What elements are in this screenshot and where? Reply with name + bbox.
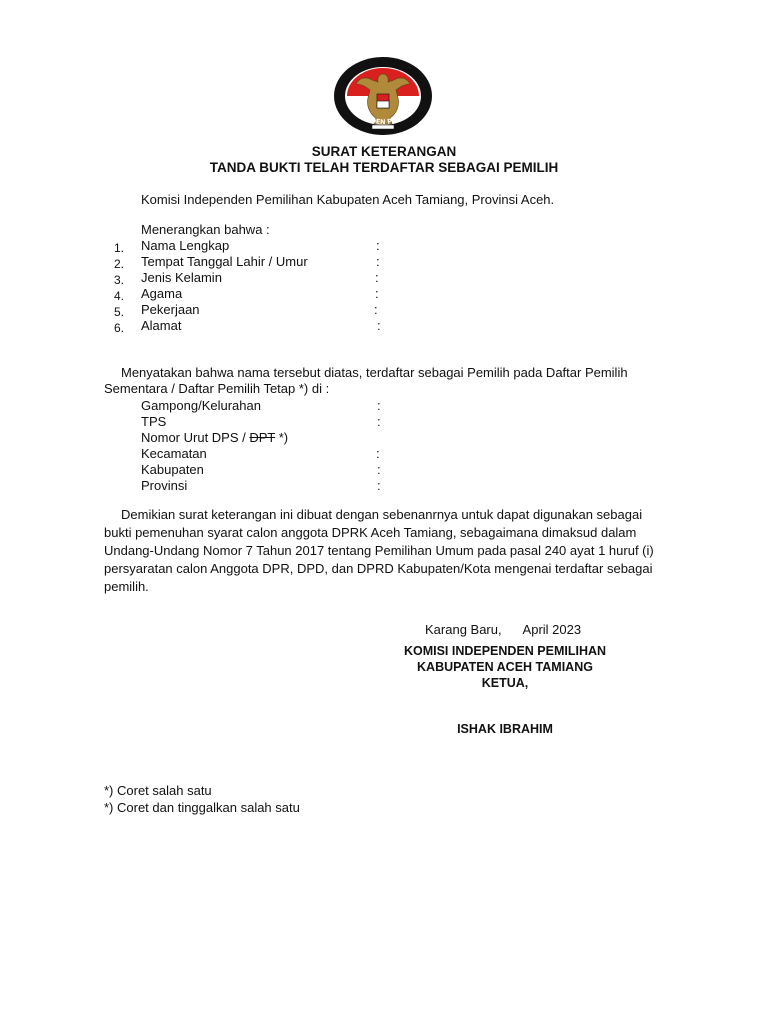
field-label: Agama: [141, 286, 183, 301]
kip-logo: [332, 56, 434, 138]
field-label: Nama Lengkap: [141, 238, 230, 253]
location-colon: :: [377, 462, 381, 477]
location-label: Gampong/Kelurahan: [141, 398, 261, 413]
location-label-dps: [141, 430, 288, 445]
footnote: *) Coret dan tinggalkan salah satu: [104, 800, 300, 815]
document-subtitle: TANDA BUKTI TELAH TERDAFTAR SEBAGAI PEMILIH: [209, 160, 559, 175]
location-colon: :: [376, 446, 380, 461]
dps-prefix: Nomor Urut DPS /: [141, 430, 250, 445]
field-number: 2.: [114, 257, 125, 271]
statement-line-1: Menyatakan bahwa nama tersebut diatas, terdaftar sebagai Pemilih pada Daftar Pemilih: [121, 365, 628, 380]
place-date: Karang Baru, April 2023: [425, 622, 582, 637]
field-colon: :: [376, 254, 380, 269]
menerangkan-text: Menerangkan bahwa :: [141, 222, 270, 237]
dpt-struck: DPT: [249, 430, 276, 445]
field-number: 6.: [114, 321, 125, 335]
closing-line: bukti pemenuhan syarat calon anggota DPRK Aceh Tamiang, sebagaimana dimaksud dalam: [104, 525, 637, 540]
field-colon: :: [376, 238, 380, 253]
field-label: Pekerjaan: [141, 302, 200, 317]
field-number: 1.: [114, 241, 125, 255]
field-number: 4.: [114, 289, 125, 303]
logo-top-text: [332, 56, 346, 58]
field-colon: :: [374, 302, 378, 317]
field-colon: :: [375, 270, 379, 285]
field-colon: :: [377, 318, 381, 333]
logo-ring-text: INDEPENDEN PEMILIHAN: [344, 98, 422, 127]
footnote: *) Coret salah satu: [104, 783, 212, 798]
location-colon: :: [377, 478, 381, 493]
dps-suffix: *): [275, 430, 289, 445]
field-number: 3.: [114, 273, 125, 287]
field-colon: :: [375, 286, 379, 301]
signatory-name: ISHAK IBRAHIM: [457, 722, 553, 736]
field-number: 5.: [114, 305, 125, 319]
location-label: Kabupaten: [141, 462, 204, 477]
location-label: Provinsi: [141, 478, 188, 493]
location-label: TPS: [141, 414, 167, 429]
closing-line: pemilih.: [104, 579, 149, 594]
location-colon: :: [377, 398, 381, 413]
field-label: Tempat Tanggal Lahir / Umur: [141, 254, 308, 269]
document-title: SURAT KETERANGAN: [311, 144, 457, 159]
closing-line: Undang-Undang Nomor 7 Tahun 2017 tentang Pemilihan Umum pada pasal 240 ayat 1 huruf (i): [104, 543, 654, 558]
statement-line-2: Sementara / Daftar Pemilih Tetap *) di :: [104, 381, 330, 396]
closing-line: Demikian surat keterangan ini dibuat dengan sebenanrnya untuk dapat digunakan sebagai: [121, 507, 643, 522]
location-colon: :: [377, 414, 381, 429]
field-label: Alamat: [141, 318, 182, 333]
signatory-org-2: KABUPATEN ACEH TAMIANG: [417, 660, 593, 674]
signatory-position: KETUA,: [481, 676, 529, 690]
field-label: Jenis Kelamin: [141, 270, 222, 285]
location-label: Kecamatan: [141, 446, 207, 461]
signatory-org-1: KOMISI INDEPENDEN PEMILIHAN: [403, 644, 607, 658]
intro-text: Komisi Independen Pemilihan Kabupaten Aceh Tamiang, Provinsi Aceh.: [141, 192, 555, 207]
closing-line: persyaratan calon Anggota DPR, DPD, dan DPRD Kabupaten/Kota mengenai terdaftar sebagai: [104, 561, 653, 576]
